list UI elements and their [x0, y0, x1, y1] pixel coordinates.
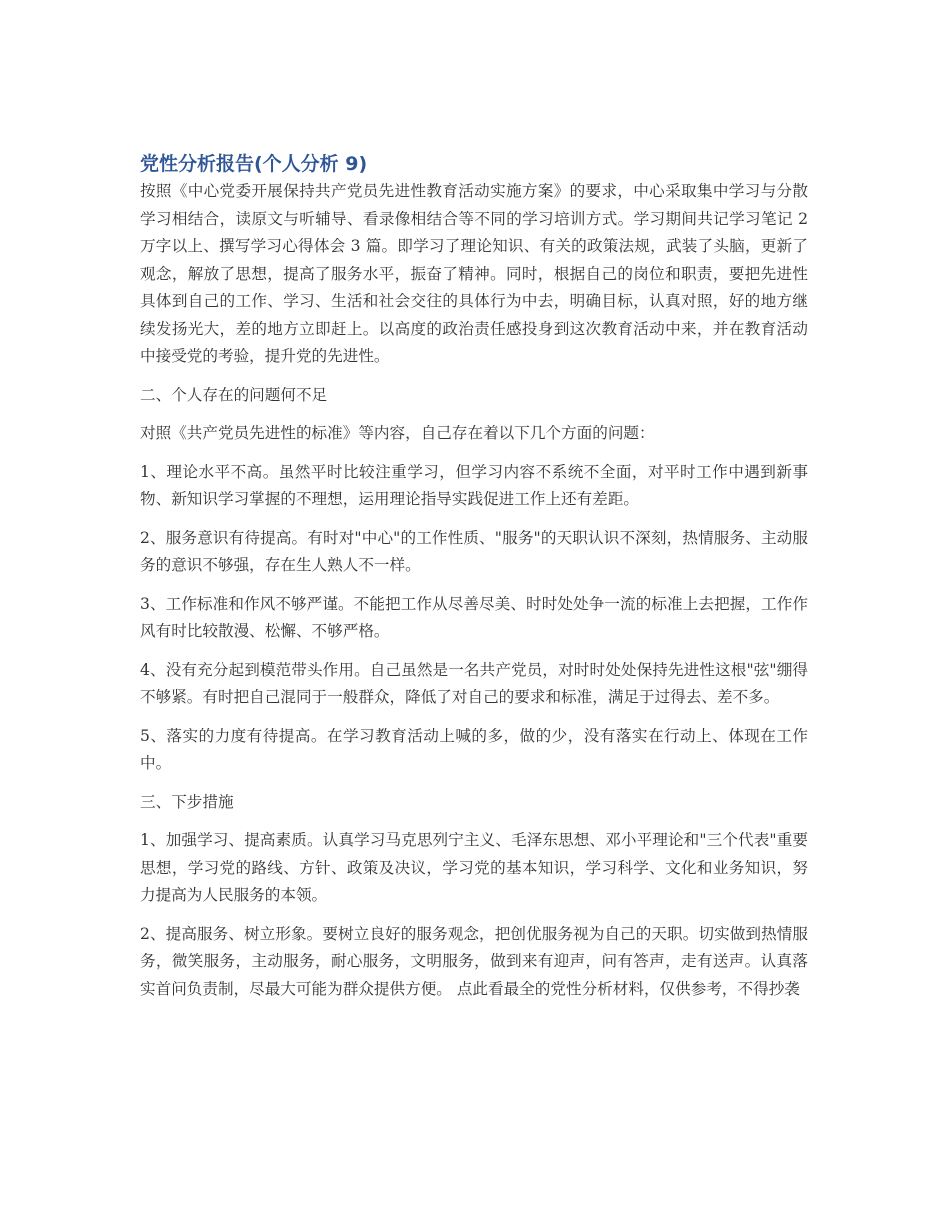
document-page: [140, 150, 808, 1014]
problem-item: 3、工作标准和作风不够严谨。不能把工作从尽善尽美、时时处处争一流的标准上去把握，工作作风有时比较散漫、松懈、不够严格。: [140, 594, 808, 640]
document-title: 党性分析报告(个人分析 9): [140, 153, 368, 175]
section-heading-measures: 三、下步措施: [140, 792, 234, 811]
measure-item: 1、加强学习、提高素质。认真学习马克思列宁主义、毛泽东思想、邓小平理论和"三个代表"重要思想，学习党的路线、方针、政策及决议，学习党的基本知识，学习科学、文化和业务知识，努力提高为人民服务的本领。: [140, 831, 808, 904]
measure-item: 2、提高服务、树立形象。要树立良好的服务观念，把创优服务视为自己的天职。切实做到热情服务，微笑服务，主动服务，耐心服务，文明服务，做到来有迎声，问有答声，走有送声。认真落实首问负责制，尽最大可能为群众提供方便。 点此看最全的党性分析材料，仅供参考，不得抄袭: [140, 924, 808, 998]
problem-item: 1、理论水平不高。虽然平时比较注重学习，但学习内容不系统不全面，对平时工作中遇到新事物、新知识学习掌握的不理想，运用理论指导实践促进工作上还有差距。: [140, 462, 808, 508]
section-heading-problems: 二、个人存在的问题何不足: [140, 385, 328, 404]
problem-item: 5、落实的力度有待提高。在学习教育活动上喊的多，做的少，没有落实在行动上、体现在工作中。: [140, 726, 808, 772]
problem-item: 4、没有充分起到模范带头作用。自己虽然是一名共产党员，对时时处处保持先进性这根"弦"绷得不够紧。有时把自己混同于一般群众，降低了对自己的要求和标准，满足于过得去、差不多。: [140, 660, 808, 706]
intro-paragraph: 按照《中心党委开展保持共产党员先进性教育活动实施方案》的要求，中心采取集中学习与分散学习相结合，读原文与听辅导、看录像相结合等不同的学习培训方式。学习期间共记学习笔记 2 万字以上、撰写学习心得体会 3 篇。即学习了理论知识、有关的政策法规，武装了头脑，更新了观念，解放了思想，提高了服务水平，振奋了精神。同时，根据自己的岗位和职责，要把先进性具体到自己的工作、学习、生活和社会交往的具体行为中去，明确目标，认真对照，好的地方继续发扬光大，差的地方立即赶上。以高度的政治责任感投身到这次教育活动中来，并在教育活动中接受党的考验，提升党的先进性。: [140, 182, 808, 365]
problem-item: 2、服务意识有待提高。有时对"中心"的工作性质、"服务"的天职认识不深刻，热情服务、主动服务的意识不够强，存在生人熟人不一样。: [140, 528, 808, 574]
section-intro-problems: 对照《共产党员先进性的标准》等内容，自己存在着以下几个方面的问题：: [140, 424, 655, 442]
